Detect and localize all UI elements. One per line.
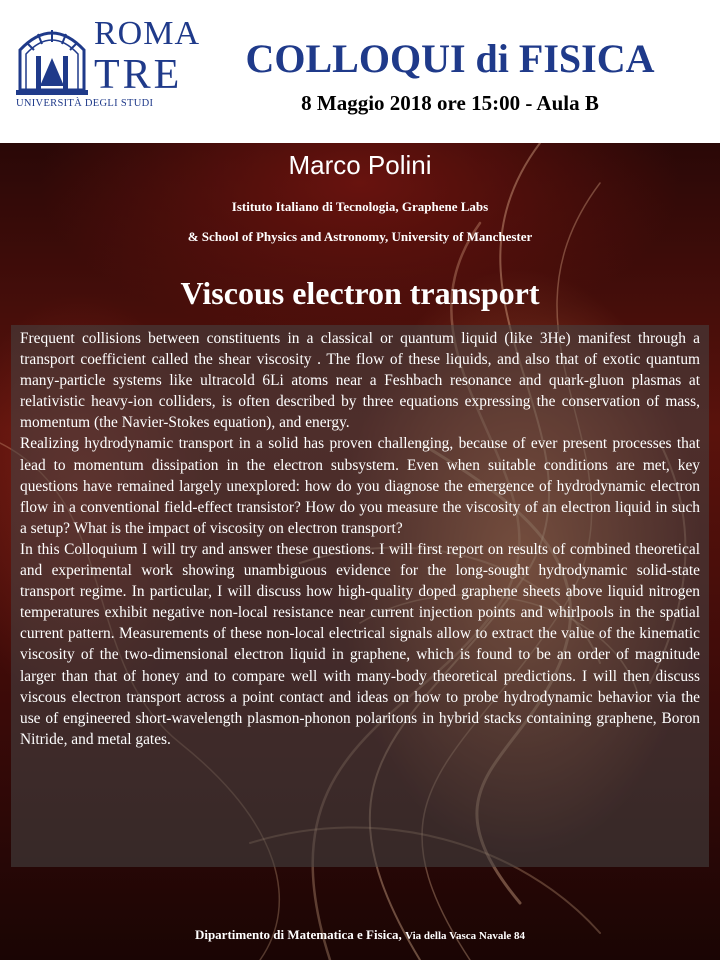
logo-tre-text: TRE (94, 52, 183, 98)
department-name: Dipartimento di Matematica e Fisica, (194, 927, 402, 942)
abstract-paragraph: Frequent collisions between constituents in a classical or quantum liquid (like 3He) manifest through a transport coefficient called the shear viscosity . The flow of these liquids, and also that of exotic quantum many-particle systems like ultracold 6Li atoms near a Feshbach resonance and quark-gluon plasmas at relativistic heavy-ion colliders, is often described by three equations expressing the conservation of mass, momentum (the Navier-Stokes equation), and energy. (20, 330, 700, 432)
abstract-paragraph: In this Colloquium I will try and answer these questions. I will first report on results of combined theoretical and experimental work showing unambiguous evidence for the long-sought hydrodynamic solid-state transport regime. In particular, I will discuss how high-quality doped graphene sheets above liquid nitrogen temperatures exhibit negative non-local resistance near current injection points and whirlpools in the spatial current pattern. Measurements of these non-local electrical signals allow to extract the value of the kinematic viscosity of the two-dimensional electron liquid in graphene, which is found to be an order of magnitude larger than that of honey and to compare well with many-body theoretical predictions. I will then discuss viscous electron transport across a point contact and ideas on how to probe hydrodynamic behavior via the use of engineered short-wavelength plasmon-phonon polaritons in hybrid stacks containing graphene, Boron Nitride, and metal gates. (20, 540, 700, 748)
poster-header (0, 0, 720, 143)
logo-subtitle: UNIVERSITÀ DEGLI STUDI (16, 98, 154, 109)
street-address: Via della Vasca Navale 84 (405, 930, 526, 942)
speaker-name: Marco Polini (288, 150, 432, 180)
event-date-location: 8 Maggio 2018 ore 15:00 - Aula B (301, 91, 599, 115)
speaker-affiliation-2: & School of Physics and Astronomy, University of Manchester (187, 229, 533, 244)
abstract-text (20, 328, 700, 750)
poster-body (0, 143, 720, 960)
roma-tre-logo (14, 15, 201, 112)
logo-roma-text: ROMA (94, 15, 201, 52)
university-emblem-icon (14, 20, 90, 100)
event-title: COLLOQUI di FISICA (245, 36, 655, 81)
talk-title: Viscous electron transport (180, 275, 540, 311)
speaker-affiliation-1: Istituto Italiano di Tecnologia, Graphene Labs (231, 199, 489, 214)
abstract-paragraph: Realizing hydrodynamic transport in a solid has proven challenging, because of ever present processes that lead to momentum dissipation in the electron subsystem. Even when suitable conditions are met, key questions have remained largely unexplored: how do you diagnose the emergence of hydrodynamic electron flow in a conventional field-effect transistor? How do you measure the viscosity of an electron liquid in such a setup? What is the impact of viscosity on electron transport? (20, 435, 700, 537)
footer-address (0, 927, 720, 944)
